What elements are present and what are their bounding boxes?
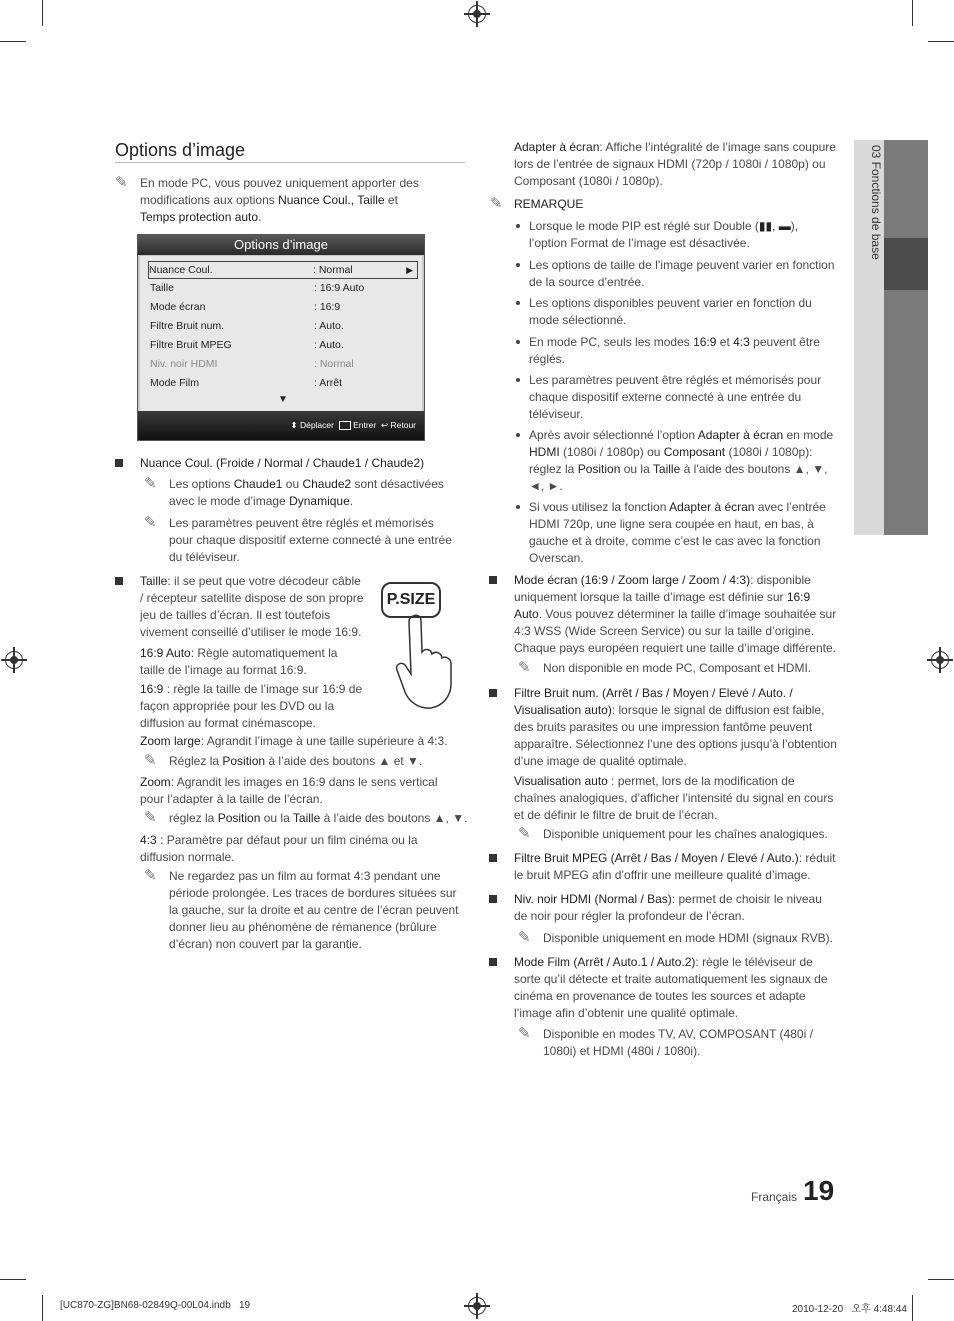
- registration-mark-icon: [468, 5, 486, 23]
- r169-text: 16:9 : règle la taille de l’image sur 16:9 de façon appropriée pour les DVD ou la diffusion au format cinémascope.: [140, 682, 363, 730]
- osd-list: [140, 256, 422, 411]
- side-tab-marker: [884, 238, 928, 290]
- title-divider: [115, 162, 465, 163]
- taille-text: Taille: il se peut que votre décodeur câble / récepteur satellite dispose de son propre jeu de tailles d’écran. Il est toutefois vivement conseillé d’utiliser le mode 16:9.: [140, 574, 364, 639]
- niv-noir-hdmi-note: ✎ Disponible uniquement en mode HDMI (signaux RVB).: [518, 929, 833, 946]
- pencil-note-icon: ✎: [144, 752, 157, 769]
- page-title: Options d’image: [115, 140, 246, 160]
- registration-mark-icon: [5, 651, 23, 669]
- bullet-icon: [516, 505, 520, 509]
- osd-row[interactable]: Filtre Bruit MPEG : Auto.: [150, 339, 344, 351]
- crop-mark: [928, 41, 954, 42]
- zoomlarge-text: Zoom large: Agrandit l’image à une taille supérieure à 4:3.: [140, 734, 448, 748]
- registration-mark-icon: [931, 651, 949, 669]
- pencil-note-icon: ✎: [115, 174, 128, 191]
- side-tab-label: 03 Fonctions de base: [869, 145, 883, 260]
- pencil-note-icon: ✎: [518, 659, 531, 676]
- remark-item: Les paramètres peuvent être réglés et mémorisés pour chaque dispositif externe connecté à une entrée du téléviseur.: [529, 373, 822, 421]
- osd-row[interactable]: Taille : 16:9 Auto: [150, 282, 365, 294]
- osd-footer: ⬍ Déplacer Entrer ↩ Retour: [138, 411, 424, 440]
- bullet-icon: [516, 433, 520, 437]
- remark-item: Les options disponibles peuvent varier en fonction du mode sélectionné.: [529, 296, 812, 327]
- bullet-icon: [516, 263, 520, 267]
- niv-noir-hdmi-text: Niv. noir HDMI (Normal / Bas): permet de choisir le niveau de noir pour régler la profondeur de l’écran.: [514, 892, 822, 923]
- bullet-icon: [489, 895, 497, 903]
- filtre-bruit-num-text: Filtre Bruit num. (Arrêt / Bas / Moyen / Elevé / Auto. / Visualisation auto): lorsque le signal de diffusion est faible, des bruits parasites ou une impression fantôme peuvent apparaître. Sélectionnez l’une des options jusqu’à l’obtention d’une image de qualité optimale.: [514, 686, 837, 768]
- remark-item: En mode PC, seuls les modes 16:9 et 4:3 peuvent être réglés.: [529, 335, 820, 366]
- osd-row: Niv. noir HDMI : Normal: [150, 358, 354, 370]
- zoomlarge-note: ✎ Réglez la Position à l’aide des boutons ▲ et ▼.: [144, 752, 423, 769]
- footer-file: [UC870-ZG]BN68-02849Q-00L04.indb 19: [60, 1300, 251, 1311]
- crop-mark: [0, 41, 26, 42]
- mode-film-note: ✎ Disponible en modes TV, AV, COMPOSANT (480i / 1080i) et HDMI (480i / 1080i).: [518, 1025, 813, 1058]
- crop-mark: [42, 0, 43, 26]
- pencil-note-icon: ✎: [144, 514, 157, 531]
- psize-button-icon: P.SIZE: [381, 582, 441, 618]
- bullet-icon: [516, 224, 520, 228]
- remarque-heading: ✎ REMARQUE: [490, 195, 584, 212]
- remark-item: Après avoir sélectionné l’option Adapter à écran en mode HDMI (1080i / 1080p) ou Composant (1080i / 1080p): réglez la Position ou la Taille à l’aide des boutons ▲, ▼, ◄, ►.: [529, 428, 834, 493]
- pencil-note-icon: ✎: [518, 929, 531, 946]
- osd-row[interactable]: Mode écran : 16:9: [150, 301, 341, 313]
- osd-row[interactable]: Mode Film : Arrêt: [150, 377, 343, 389]
- registration-mark-icon: [468, 1297, 486, 1315]
- bullet-icon: [489, 854, 497, 862]
- pencil-note-icon: ✎: [518, 1025, 531, 1042]
- remark-item: Si vous utilisez la fonction Adapter à écran avec l’entrée HDMI 720p, une ligne sera coupée en haut, en bas, à gauche et à droite, comme c’est le cas avec la fonction Overscan.: [529, 500, 826, 565]
- updown-icon: ⬍: [290, 420, 298, 430]
- r43-note: ✎ Ne regardez pas un film au format 4:3 pendant une période prolongée. Les traces de bordures situées sur la gauche, sur la droite et au centre de l’écran peuvent donner lieu au phénomène de rémanence (brûlure d’écran) non couvert par la garantie.: [144, 867, 459, 951]
- pencil-note-icon: ✎: [490, 195, 503, 212]
- pencil-note-icon: ✎: [518, 825, 531, 842]
- page-number: 19: [803, 1175, 835, 1206]
- mode-film-text: Mode Film (Arrêt / Auto.1 / Auto.2): règle le téléviseur de sorte qu’il détecte et traite automatiquement les signaux de cinéma en provenance de toutes les sources et adapte l’image afin d’obtenir une qualité optimale.: [514, 955, 828, 1020]
- remark-item: Les options de taille de l’image peuvent varier en fonction de la source d’entrée.: [529, 258, 835, 289]
- footer-date: 2010-12-20 오후 4:48:44: [792, 1304, 907, 1315]
- bullet-icon: [115, 577, 123, 585]
- crop-mark: [42, 1295, 43, 1321]
- enter-icon: [339, 421, 351, 430]
- intro-note: ✎ En mode PC, vous pouvez uniquement apporter des modifications aux options Nuance Coul., Taille et Temps protection auto.: [115, 174, 419, 224]
- side-tab-band: [884, 140, 928, 535]
- bullet-icon: [516, 378, 520, 382]
- zoom-note: ✎ réglez la Position ou la Taille à l’aide des boutons ▲, ▼.: [144, 809, 468, 826]
- osd-header: Options d’image: [138, 235, 424, 255]
- nuance-note-1: ✎ Les options Chaude1 ou Chaude2 sont désactivées avec le mode d’image Dynamique.: [144, 475, 444, 508]
- pip-icon: ▮▮, ▬: [758, 219, 791, 233]
- mode-ecran-text: Mode écran (16:9 / Zoom large / Zoom / 4:3): disponible uniquement lorsque la taille d’image est définie sur 16:9 Auto. Vous pouvez déterminer la taille d’image souhaitée sur 4:3 WSS (Wide Screen Service) ou sur la taille d’origine. Chaque pays européen requiert une taille d’image différente.: [514, 573, 837, 655]
- nuance-note-2: ✎ Les paramètres peuvent être réglés et mémorisés pour chaque dispositif externe connecté à une entrée du téléviseur.: [144, 514, 452, 564]
- remark-item: Lorsque le mode PIP est réglé sur Double (▮▮, ▬), l’option Format de l’image est désactivée.: [529, 219, 799, 250]
- bullet-icon: [115, 459, 123, 467]
- footer-language: Français: [751, 1190, 798, 1204]
- auto169-text: 16:9 Auto: Règle automatiquement la taille de l’image au format 16:9.: [140, 646, 338, 677]
- crop-mark: [912, 0, 913, 26]
- bullet-icon: [489, 576, 497, 584]
- zoom-text: Zoom: Agrandit les images en 16:9 dans le sens vertical pour l’adapter à la taille de l’écran.: [140, 775, 438, 806]
- bullet-icon: [489, 689, 497, 697]
- osd-row[interactable]: Nuance Coul. : Normal ▶: [148, 261, 418, 279]
- nuance-heading: Nuance Coul. (Froide / Normal / Chaude1 / Chaude2): [140, 456, 425, 470]
- bullet-icon: [489, 958, 497, 966]
- visualisation-auto-text: Visualisation auto : permet, lors de la modification de chaînes analogiques, d’afficher l’intensité du signal en cours et de définir le filtre de bruit de l’écran.: [514, 774, 834, 822]
- visualisation-auto-note: ✎ Disponible uniquement pour les chaînes analogiques.: [518, 825, 828, 842]
- adapter-text: Adapter à écran: Affiche l’intégralité de l’image sans coupure lors de l’entrée de signaux HDMI (720p / 1080i / 1080p) ou Composant (1080i / 1080p).: [514, 140, 836, 188]
- mode-ecran-note: ✎ Non disponible en mode PC, Composant et HDMI.: [518, 659, 812, 676]
- crop-mark: [0, 1279, 26, 1280]
- pencil-note-icon: ✎: [144, 475, 157, 492]
- pencil-note-icon: ✎: [144, 867, 157, 884]
- scroll-down-icon[interactable]: ▼: [278, 394, 288, 405]
- osd-menu: [137, 234, 425, 441]
- r43-text: 4:3 : Paramètre par défaut pour un film cinéma ou la diffusion normale.: [140, 833, 418, 864]
- bullet-icon: [516, 340, 520, 344]
- crop-mark: [928, 1279, 954, 1280]
- arrow-right-icon: ▶: [406, 265, 413, 275]
- bullet-icon: [516, 301, 520, 305]
- return-icon: ↩: [380, 420, 389, 430]
- hand-pointer-icon: [395, 612, 465, 712]
- filtre-bruit-mpeg-text: Filtre Bruit MPEG (Arrêt / Bas / Moyen / Elevé / Auto.): réduit le bruit MPEG afin d’offrir une meilleure qualité d’image.: [514, 851, 836, 882]
- osd-row[interactable]: Filtre Bruit num. : Auto.: [150, 320, 344, 332]
- pencil-note-icon: ✎: [144, 809, 157, 826]
- crop-mark: [912, 1295, 913, 1321]
